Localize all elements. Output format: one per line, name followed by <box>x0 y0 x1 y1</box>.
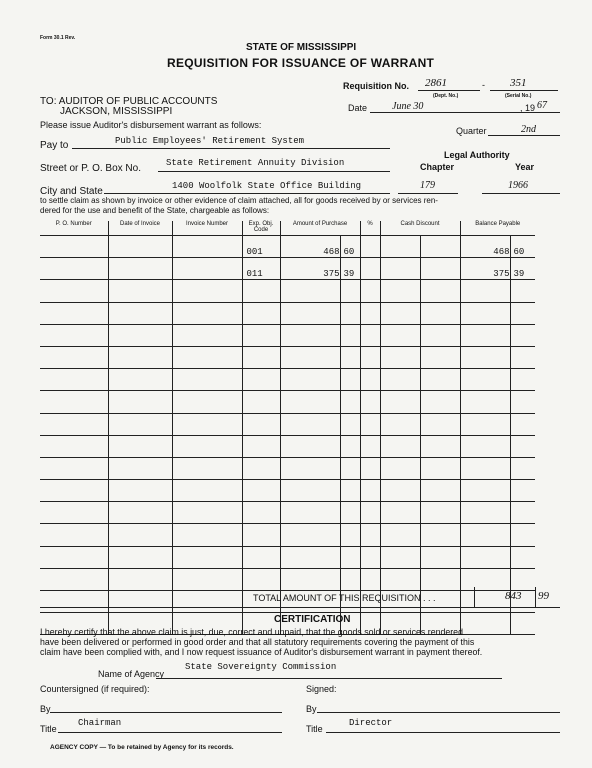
table-row <box>40 457 535 479</box>
balance-dollars-cell: 375 <box>460 258 510 280</box>
city-value: 1400 Woolfolk State Office Building <box>172 181 362 191</box>
items-table <box>40 221 535 635</box>
amount-dollars-cell: 375 <box>280 258 340 280</box>
amount-cents-cell: 39 <box>340 258 360 280</box>
header-invoice-number: Invoice Number <box>172 221 242 236</box>
date-year: 67 <box>537 100 547 111</box>
city-label: City and State <box>40 186 103 197</box>
authority-year-label: Year <box>515 162 535 172</box>
header-date-of-invoice: Date of Invoice <box>108 221 172 236</box>
table-row <box>40 435 535 457</box>
legal-authority-heading: Legal Authority <box>444 150 510 160</box>
to-line-1: TO: AUDITOR OF PUBLIC ACCOUNTS <box>40 96 218 107</box>
total-dollars: 843 <box>505 590 522 602</box>
state-heading: STATE OF MISSISSIPPI <box>246 42 357 53</box>
date-label: Date <box>348 103 368 113</box>
title-label-left: Title <box>40 724 57 734</box>
street-label: Street or P. O. Box No. <box>40 163 141 174</box>
total-label: TOTAL AMOUNT OF THIS REQUISITION . . . <box>253 593 436 603</box>
agency-label: Name of Agency <box>98 669 165 679</box>
year-prefix: , 19 <box>520 103 536 113</box>
certification-text-3: claim have been complied with, and I now request issuance of Auditor's disbursement warrant in payment thereof. <box>40 647 483 657</box>
header-percent: % <box>360 221 380 236</box>
table-row <box>40 524 535 546</box>
certification-heading: CERTIFICATION <box>274 614 351 625</box>
table-row <box>40 546 535 568</box>
form-number: Form 30.1 Rev. <box>40 35 76 41</box>
table-row <box>40 346 535 368</box>
date-value: June 30 <box>392 101 424 112</box>
dept-caption: (Dept. No.) <box>433 93 459 99</box>
table-row <box>40 369 535 391</box>
title-label-right: Title <box>306 724 323 734</box>
total-cents: 99 <box>538 590 549 602</box>
pay-to-value: Public Employees' Retirement System <box>115 136 305 146</box>
table-row <box>40 413 535 435</box>
table-row <box>40 324 535 346</box>
table-row <box>40 480 535 502</box>
agency-value: State Sovereignty Commission <box>185 662 337 672</box>
table-row <box>40 280 535 302</box>
serial-caption: (Serial No.) <box>505 93 532 99</box>
chapter-value: 179 <box>420 180 435 191</box>
exp-code-cell: 001 <box>242 236 280 258</box>
countersigned-label: Countersigned (if required): <box>40 684 150 694</box>
balance-cents-cell: 60 <box>510 236 535 258</box>
table-row <box>40 302 535 324</box>
table-row <box>40 258 535 280</box>
street-value: State Retirement Annuity Division <box>166 158 345 168</box>
title-right-value: Director <box>349 718 393 728</box>
settle-text-2: dered for the use and benefit of the State, chargeable as follows: <box>40 206 270 215</box>
amount-cents-cell: 60 <box>340 236 360 258</box>
table-row <box>40 502 535 524</box>
serial-number: 351 <box>510 77 527 89</box>
balance-cents-cell: 39 <box>510 258 535 280</box>
title-left-value: Chairman <box>78 718 122 728</box>
header-exp-obj-code: Exp. Obj. Code <box>242 221 280 236</box>
exp-code-cell: 011 <box>242 258 280 280</box>
footer-note: AGENCY COPY — To be retained by Agency for its records. <box>50 744 234 751</box>
certification-text-2: have been delivered or performed in good order and that all statutory requirements covering the payment of this <box>40 637 475 647</box>
settle-text-1: to settle claim as shown by invoice or other evidence of claim attached, all for goods received by or services ren- <box>40 196 438 205</box>
chapter-label: Chapter <box>420 162 455 172</box>
by-label-left: By <box>40 704 51 714</box>
header-balance-payable: Balance Payable <box>460 221 535 236</box>
please-issue-text: Please issue Auditor's disbursement warrant as follows: <box>40 120 262 130</box>
table-row <box>40 236 535 258</box>
page-title: REQUISITION FOR ISSUANCE OF WARRANT <box>167 56 435 70</box>
table-header <box>40 221 535 236</box>
requisition-label: Requisition No. <box>343 81 409 91</box>
header-amount-of-purchase: Amount of Purchase <box>280 221 360 236</box>
signed-label: Signed: <box>306 684 337 694</box>
to-line-2: JACKSON, MISSISSIPPI <box>60 106 173 117</box>
table-row <box>40 391 535 413</box>
dept-number: 2861 <box>425 77 447 89</box>
pay-to-label: Pay to <box>40 140 69 151</box>
header-cash-discount: Cash Discount <box>380 221 460 236</box>
header-po-number: P. O. Number <box>40 221 108 236</box>
balance-dollars-cell: 468 <box>460 236 510 258</box>
certification-text-1: I hereby certify that the above claim is just, due, correct and unpaid, that the goods sold or services rendered <box>40 627 463 637</box>
by-label-right: By <box>306 704 317 714</box>
quarter-value: 2nd <box>521 124 536 135</box>
authority-year-value: 1966 <box>508 180 528 191</box>
quarter-label: Quarter <box>456 126 487 136</box>
amount-dollars-cell: 468 <box>280 236 340 258</box>
